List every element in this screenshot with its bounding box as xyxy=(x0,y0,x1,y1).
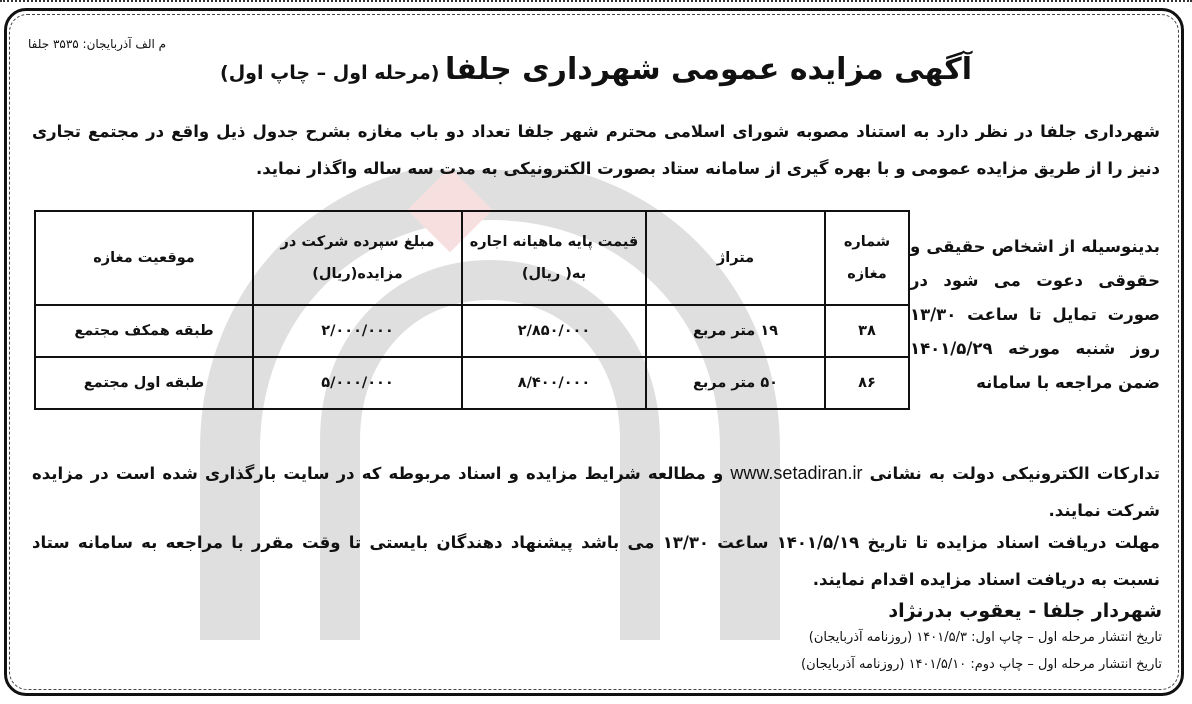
header-deposit: مبلغ سپرده شرکت در مزایده(ریال) xyxy=(253,211,462,305)
cell-area: ۱۹ متر مربع xyxy=(646,305,825,357)
cell-base-price: ۸/۴۰۰/۰۰۰ xyxy=(462,357,646,409)
table-row xyxy=(35,357,909,409)
invitation-text: بدینوسیله از اشخاص حقیقی و حقوقی دعوت می شود در صورت تمایل تا ساعت ۱۳/۳۰ روز شنبه مورخه ۱۴۰۱/۵/۲۹ ضمن مراجعه با سامانه xyxy=(910,237,1160,392)
cell-location: طبقه همکف مجتمع xyxy=(35,305,253,357)
cell-shop-number: ۳۸ xyxy=(825,305,909,357)
portal-paragraph xyxy=(32,455,1160,529)
portal-url-link[interactable]: www.setadiran.ir xyxy=(730,463,863,483)
table-header-row xyxy=(35,211,909,305)
table-row xyxy=(35,305,909,357)
portal-text-after: و مطالعه شرایط مزایده و اسناد مربوطه که در سایت بارگذاری شده است در مزایده شرکت نمایند. xyxy=(32,464,1160,520)
cell-deposit: ۲/۰۰۰/۰۰۰ xyxy=(253,305,462,357)
header-area: متراژ xyxy=(646,211,825,305)
header-shop-number: شماره مغازه xyxy=(825,211,909,305)
publish-date-2: تاریخ انتشار مرحله اول – چاپ دوم: ۱۴۰۱/۵/۱۰ (روزنامه آذربایجان) xyxy=(801,657,1162,672)
cell-base-price: ۲/۸۵۰/۰۰۰ xyxy=(462,305,646,357)
title-main: آگهی مزایده عمومی شهرداری جلفا xyxy=(445,52,972,87)
header-location: موقعیت مغازه xyxy=(35,211,253,305)
ad-title xyxy=(190,52,1002,87)
header-base-price: قیمت پایه ماهیانه اجاره به( ریال) xyxy=(462,211,646,305)
signature: شهردار جلفا - یعقوب بدرنژاد xyxy=(888,600,1162,622)
cell-location: طبقه اول مجتمع xyxy=(35,357,253,409)
cell-shop-number: ۸۶ xyxy=(825,357,909,409)
portal-text-before: تدارکات الکترونیکی دولت به نشانی xyxy=(869,464,1160,483)
title-sub: (مرحله اول – چاپ اول) xyxy=(220,62,440,84)
publish-date-1: تاریخ انتشار مرحله اول – چاپ اول: ۱۴۰۱/۵/۳ (روزنامه آذربایجان) xyxy=(808,630,1162,645)
ad-code: م الف آذربایجان: ۳۵۳۵ جلفا xyxy=(28,37,167,51)
top-dotted-rule xyxy=(0,0,1192,8)
shops-table xyxy=(34,210,910,410)
cell-deposit: ۵/۰۰۰/۰۰۰ xyxy=(253,357,462,409)
intro-paragraph: شهرداری جلفا در نظر دارد به استناد مصوبه شورای اسلامی محترم شهر جلفا تعداد دو باب مغازه بشرح جدول ذیل واقع در مجتمع تجاری دنیز را از طریق مزایده عمومی و با بهره گیری از سامانه ستاد بصورت الکترونیکی به مدت سه ساله واگذار نماید. xyxy=(32,122,1160,178)
cell-area: ۵۰ متر مربع xyxy=(646,357,825,409)
deadline-paragraph: مهلت دریافت اسناد مزایده تا تاریخ ۱۴۰۱/۵/۱۹ ساعت ۱۳/۳۰ می باشد پیشنهاد دهندگان بایستی تا وقت مقرر با مراجعه به سامانه ستاد نسبت به دریافت اسناد مزایده اقدام نمایند. xyxy=(32,533,1160,589)
